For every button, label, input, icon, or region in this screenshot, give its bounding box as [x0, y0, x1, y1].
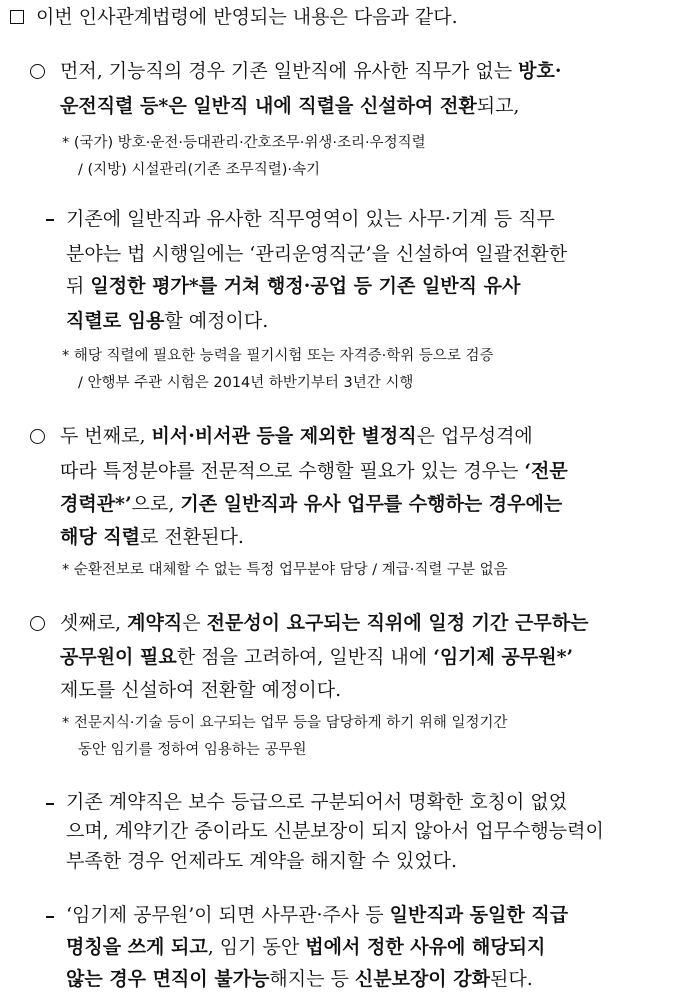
section-2-line-4	[60, 528, 244, 547]
text-run: 은	[182, 612, 207, 634]
section-3-sub-1-line-3	[66, 852, 457, 871]
circle-bullet-icon	[30, 616, 45, 631]
section-1-sub-1-note-2: / 안행부 주관 시험은 2014년 하반기부터 3년간 시행	[78, 375, 414, 391]
section-3-line-3	[60, 681, 341, 700]
text-run-bold: 해당 직렬	[60, 526, 141, 548]
circle-bullet-icon	[30, 64, 45, 79]
text-run: 된다.	[489, 968, 533, 990]
text-run: 으로,	[131, 493, 181, 515]
text-run: 기존에 일반직과 유사한 직무영역이 있는 사무·기계 등 직무	[66, 208, 555, 230]
circle-bullet-icon	[30, 429, 45, 444]
dash-bullet-icon	[46, 219, 54, 221]
section-3-sub-2-line-1	[66, 906, 568, 925]
text-run-bold: 기존 일반직과 유사 업무를 수행하는 경우에는	[180, 493, 563, 515]
text-run-bold: 운전직렬 등*은 일반직 내에 직렬을 신설하여 전환	[60, 95, 477, 117]
text-run: 먼저, 기능직의 경우 기존 일반직에 유사한 직무가 없는	[60, 60, 519, 82]
text-run: 제도를 신설하여 전환할 예정이다.	[60, 679, 342, 701]
text-run-bold: 공무원이 필요	[60, 646, 177, 668]
text-run-bold: ‘임기제 공무원*’	[433, 646, 574, 668]
text-run-bold: 일반직과 동일한 직급	[389, 904, 569, 926]
text-run: ‘임기제 공무원’이 되면 사무관·주사 등	[66, 904, 390, 926]
text-run: 으며, 계약기간 중이라도 신분보장이 되지 않아서 업무수행능력이	[66, 820, 604, 842]
section-3-sub-1-line-1	[66, 793, 567, 812]
text-run: , 임기 동안	[207, 936, 306, 958]
dash-bullet-icon	[46, 916, 54, 918]
section-3-line-2	[60, 648, 573, 667]
document-heading: 이번 인사관계법령에 반영되는 내용은 다음과 같다.	[36, 6, 458, 28]
text-run-bold: 경력관*’	[60, 493, 132, 515]
section-1-line-1	[60, 62, 561, 81]
section-1-sub-1-note-1: * 해당 직렬에 필요한 능력을 필기시험 또는 자격증·학위 등으로 검증	[62, 348, 494, 364]
section-1-sub-1-line-4	[66, 312, 268, 331]
text-run: 한 점을 고려하여, 일반직 내에	[176, 646, 434, 668]
text-run: 기존 계약직은 보수 등급으로 구분되어서 명확한 호칭이 없었	[66, 791, 568, 813]
text-run: 분야는 법 시행일에는 ‘관리운영직군’을 신설하여 일괄전환한	[66, 243, 568, 265]
text-run: 부족한 경우 언제라도 계약을 해지할 수 있었다.	[66, 850, 458, 872]
section-1-sub-1-line-2	[66, 245, 567, 264]
text-run: 두 번째로,	[60, 425, 152, 447]
text-run: 되고,	[476, 95, 520, 117]
text-run-bold: 법에서 정한 사유에 해당되지	[305, 936, 546, 958]
section-2-line-2	[60, 462, 568, 481]
text-run-bold: 방호·	[518, 60, 562, 82]
section-3-sub-2-line-3	[66, 970, 533, 989]
section-2-line-1	[60, 427, 533, 446]
section-3-line-1	[60, 614, 588, 633]
section-3-note-2: 동안 임기를 정하여 임용하는 공무원	[78, 742, 307, 758]
text-run-bold: 명칭을 쓰게 되고	[66, 936, 208, 958]
text-run-bold: 직렬로 임용	[66, 310, 165, 332]
section-2-note-1: * 순환전보로 대체할 수 없는 특정 업무분야 담당 / 계급·직렬 구분 없음	[62, 562, 508, 578]
section-2-line-3	[60, 495, 562, 514]
text-run: 셋째로,	[60, 612, 128, 634]
text-run: 할 예정이다.	[164, 310, 269, 332]
text-run-bold: 계약직	[127, 612, 183, 634]
text-run-bold: 신분보장이 강화	[354, 968, 490, 990]
section-1-sub-1-line-3	[66, 277, 520, 296]
text-run: 따라 특정분야를 전문적으로 수행할 필요가 있는 경우는	[60, 460, 525, 482]
text-run: 은 업무성격에	[416, 425, 533, 447]
section-3-note-1: * 전문지식·기술 등이 요구되는 업무 등을 담당하게 하기 위해 일정기간	[62, 715, 508, 731]
text-run-bold: 비서·비서관 등을 제외한 별정직	[151, 425, 417, 447]
text-run-bold: 전문성이 요구되는 직위에 일정 기간 근무하는	[206, 612, 589, 634]
section-3-sub-2-line-2	[66, 938, 545, 957]
text-run-bold: ‘전문	[524, 460, 568, 482]
text-run-bold: 일정한 평가*를 거쳐 행정·공업 등 기존 일반직 유사	[90, 275, 521, 297]
section-1-note-1: * (국가) 방호·운전·등대관리·간호조무·위생·조리·우정직렬	[62, 135, 426, 151]
section-3-sub-1-line-2	[66, 822, 604, 841]
section-1-sub-1-line-1	[66, 210, 555, 229]
text-run: 해지는 등	[269, 968, 355, 990]
text-run: 뒤	[66, 275, 91, 297]
dash-bullet-icon	[46, 803, 54, 805]
text-run-bold: 않는 경우 면직이 불가능	[66, 968, 270, 990]
checkbox-square-icon	[10, 10, 24, 24]
section-1-line-2	[60, 97, 519, 116]
section-1-note-2: / (지방) 시설관리(기존 조무직렬)·속기	[78, 162, 321, 178]
text-run: 로 전환된다.	[140, 526, 244, 548]
